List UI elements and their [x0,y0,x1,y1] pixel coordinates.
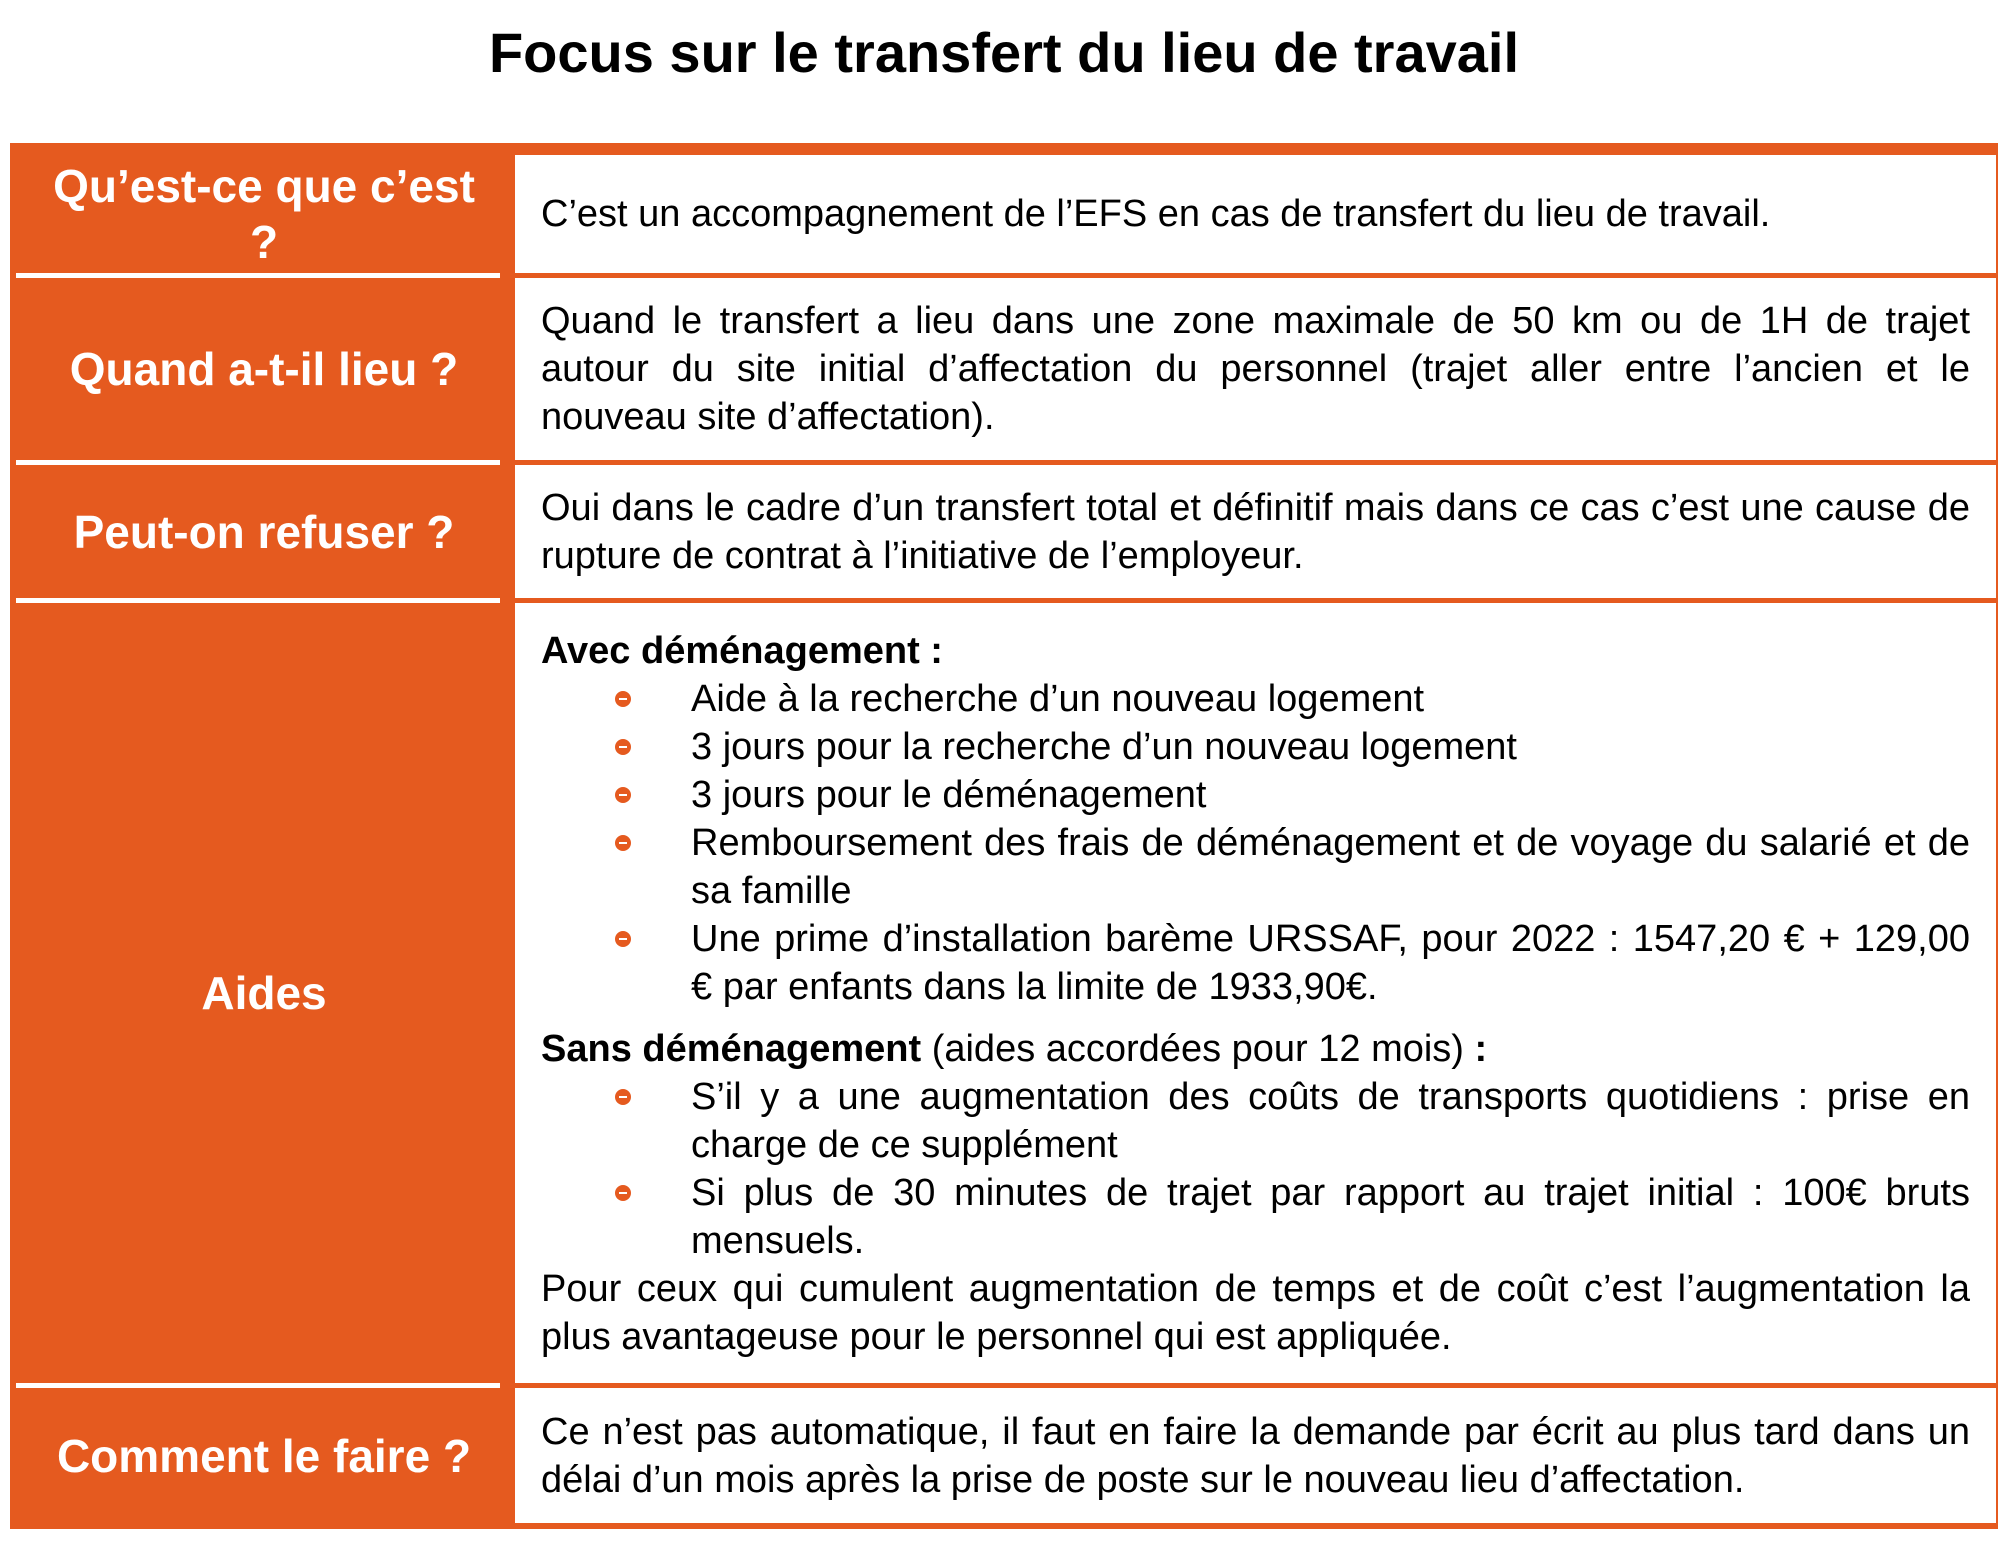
list-item [541,1169,1970,1265]
row-label-aides: Aides [22,603,506,1383]
page-title: Focus sur le transfert du lieu de travail [488,21,1520,84]
list-item-text: Remboursement des frais de déménagement et de voyage du salarié et de sa famille [691,822,1970,912]
row-text-what: C’est un accompagnement de l’EFS en cas de transfert du lieu de travail. [541,193,1771,235]
row-label-refuse: Peut-on refuser ? [22,465,506,598]
table-row-how [22,1388,1992,1523]
list-item [541,915,1970,1011]
bullet-icon [615,1089,631,1105]
list-item-text: 3 jours pour le déménagement [691,774,1207,816]
row-divider [509,274,1990,276]
bullet-icon [615,691,631,707]
list-item-text: 3 jours pour la recherche d’un nouveau logement [691,726,1517,768]
row-content-how [515,1388,1996,1523]
row-content-refuse [515,465,1996,598]
row-text-when: Quand le transfert a lieu dans une zone maximale de 50 km ou de 1H de trajet autour du site initial d’affectation du personnel (trajet aller entre l’ancien et le nouveau site d’affectation). [541,300,1970,438]
bullet-icon [615,835,631,851]
bullet-icon [615,787,631,803]
avec-demenagement-heading: Avec déménagement : [541,630,943,672]
list-item [541,675,1970,723]
row-label-when: Quand a-t-il lieu ? [22,278,506,460]
bullet-icon [615,931,631,947]
bullet-icon [615,739,631,755]
table-row-aides [22,603,1992,1383]
table-row-when [22,278,1992,460]
list-item [541,819,1970,915]
row-text-refuse: Oui dans le cadre d’un transfert total et définitif mais dans ce cas c’est une cause de rupture de contrat à l’initiative de l’employeur. [541,486,1970,577]
list-item [541,771,1970,819]
info-table [10,143,1998,1529]
list-item [541,723,1970,771]
avec-demenagement-list [541,675,1970,1011]
aides-conclusion: Pour ceux qui cumulent augmentation de temps et de coût c’est l’augmentation la plus avantageuse pour le personnel qui est appliquée. [541,1268,1970,1358]
row-divider [509,1384,1990,1386]
sans-demenagement-heading [541,1025,1970,1073]
list-item [541,1073,1970,1169]
bullet-icon [615,1185,631,1201]
sans-demenagement-list [541,1073,1970,1265]
row-divider [509,461,1990,463]
list-item-text: Si plus de 30 minutes de trajet par rapport au trajet initial : 100€ bruts mensuels. [691,1172,1970,1262]
list-item-text: Aide à la recherche d’un nouveau logement [691,678,1425,720]
sans-demenagement-note: (aides accordées pour 12 mois) [921,1028,1475,1070]
row-divider [509,599,1990,601]
table-row-what [22,155,1992,273]
row-text-how: Ce n’est pas automatique, il faut en faire la demande par écrit au plus tard dans un délai d’un mois après la prise de poste sur le nouveau lieu d’affectation. [541,1410,1970,1501]
row-content-aides [515,603,1996,1383]
row-label-what: Qu’est-ce que c’est ? [22,155,506,273]
list-item-text: S’il y a une augmentation des coûts de transports quotidiens : prise en charge de ce supplément [691,1076,1970,1166]
spacer [541,1011,1970,1025]
row-label-how: Comment le faire ? [22,1388,506,1523]
row-content-when [515,278,1996,460]
sans-demenagement-title: Sans déménagement [541,1028,922,1070]
sans-demenagement-colon: : [1474,1028,1488,1070]
list-item-text: Une prime d’installation barème URSSAF, pour 2022 : 1547,20 € + 129,00 € par enfants dans la limite de 1933,90€. [691,918,1970,1008]
table-row-refuse [22,465,1992,598]
row-content-what [515,155,1996,273]
